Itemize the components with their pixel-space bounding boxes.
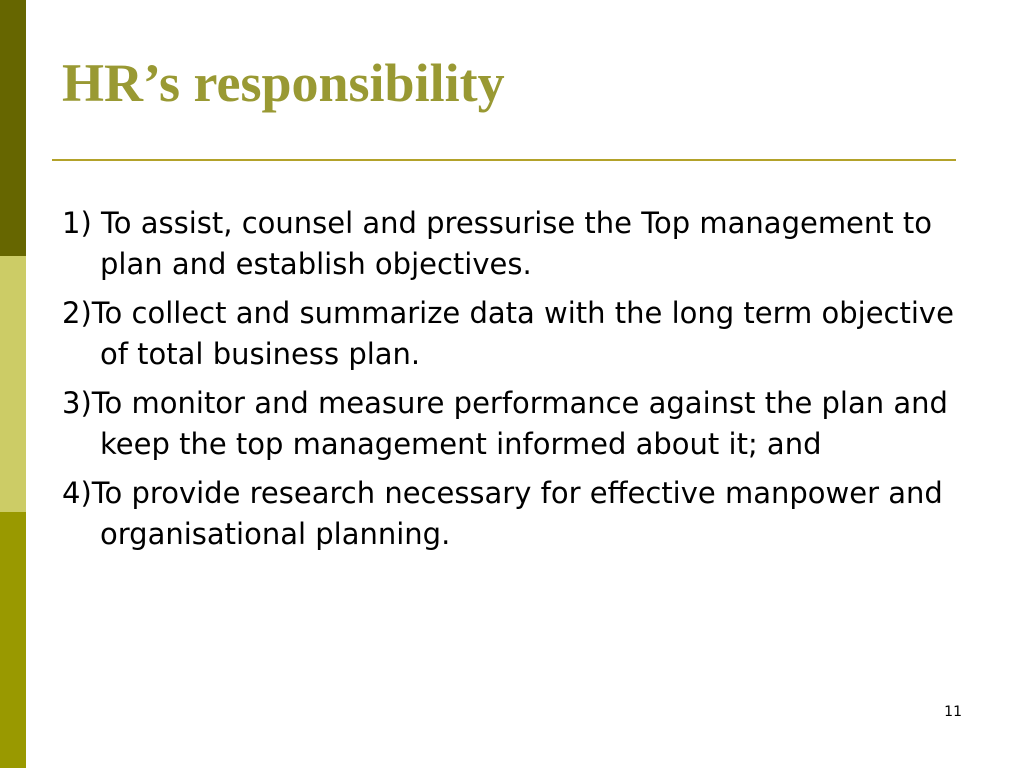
sidebar-segment-dark [0, 0, 26, 256]
sidebar-segment-light [0, 256, 26, 512]
title-divider [52, 159, 956, 161]
responsibility-item-1: 1) To assist, counsel and pressurise the Top management to plan and establish objectives. [62, 206, 932, 281]
slide-title: HR’s responsibility [62, 53, 505, 113]
sidebar-accent-bar [0, 0, 26, 768]
responsibility-item-3: 3)To monitor and measure performance against the plan and keep the top management informed about it; and [62, 386, 948, 461]
page-number: 11 [944, 704, 962, 720]
responsibility-list [62, 203, 962, 563]
responsibility-item-2: 2)To collect and summarize data with the long term objective of total business plan. [62, 296, 954, 371]
sidebar-segment-mid [0, 512, 26, 768]
responsibility-item-4: 4)To provide research necessary for effective manpower and organisational planning. [62, 476, 943, 551]
